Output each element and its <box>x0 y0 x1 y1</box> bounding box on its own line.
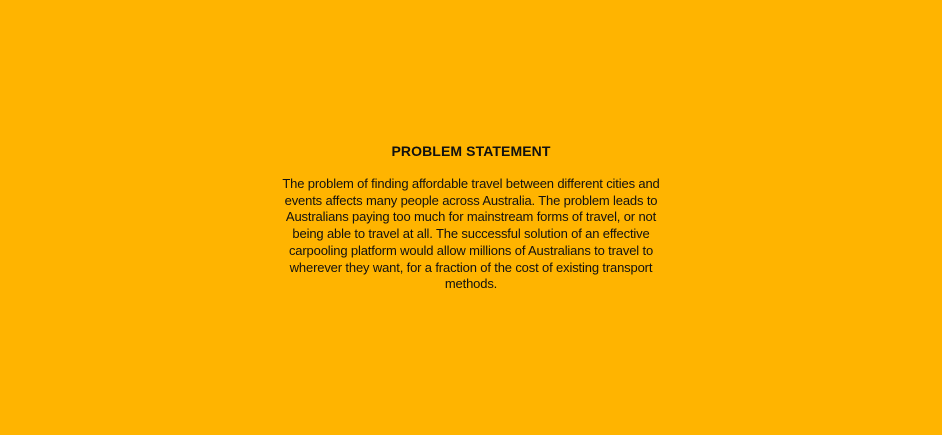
section-heading: PROBLEM STATEMENT <box>391 143 551 159</box>
problem-statement-section <box>0 142 942 293</box>
problem-statement-body: The problem of finding affordable travel between different cities and events affects many people across Australia. The problem leads to Australians paying too much for mainstream forms of travel, or not being able to travel at all. The successful solution of an effective carpooling platform would allow millions of Australians to travel to wherever they want, for a fraction of the cost of existing transport methods. <box>282 176 660 292</box>
